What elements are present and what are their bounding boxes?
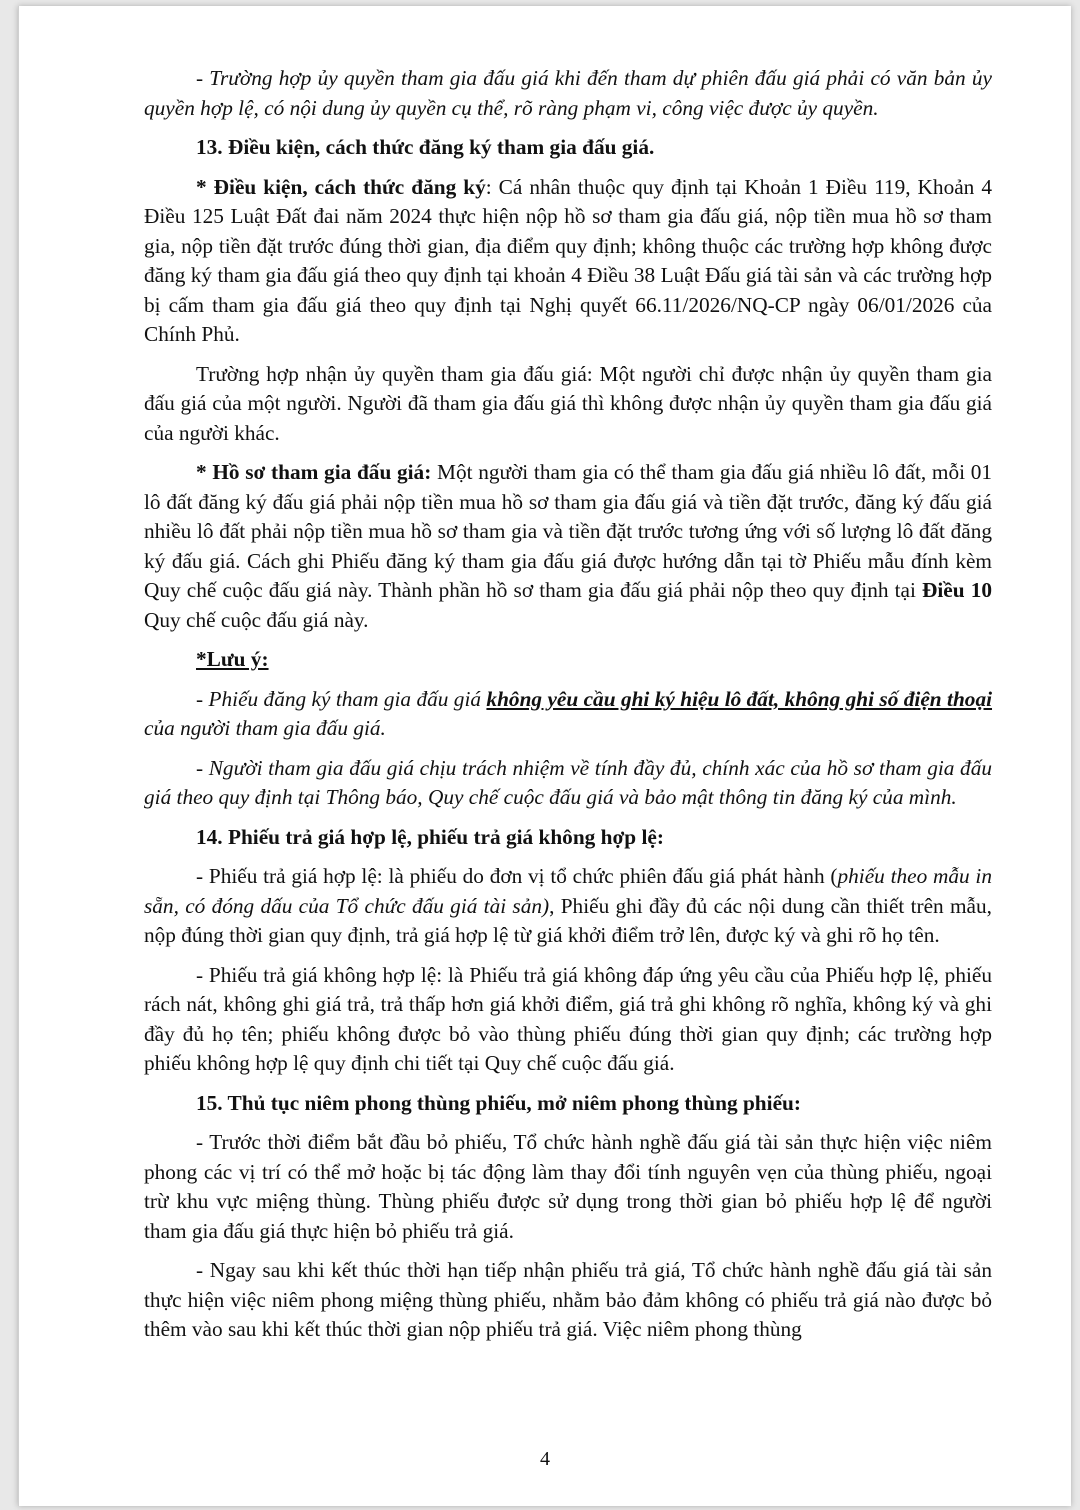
label-dossier: * Hồ sơ tham gia đấu giá: <box>196 460 432 484</box>
paragraph-note-responsibility: - Người tham gia đấu giá chịu trách nhiệm về tính đầy đủ, chính xác của hồ sơ tham gia đấu giá theo quy định tại Thông báo, Quy chế cuộc đấu giá và bảo mật thông tin đăng ký của mình. <box>144 755 992 809</box>
paragraph-authorization-case: Trường hợp nhận ủy quyền tham gia đấu giá: Một người chỉ được nhận ủy quyền tham gia đấu giá của một người. Người đã tham gia đấu giá thì không được nhận ủy quyền tham gia đấu giá của người khác. <box>144 361 992 445</box>
paragraph-authorization-note: - Trường hợp ủy quyền tham gia đấu giá khi đến tham dự phiên đấu giá phải có văn bản ủy quyền hợp lệ, có nội dung ủy quyền cụ thể, rõ ràng phạm vi, công việc được ủy quyền. <box>144 66 992 120</box>
text-note-form-b: của người tham gia đấu giá. <box>144 716 386 740</box>
text-valid-bid-a: - Phiếu trả giá hợp lệ: là phiếu do đơn vị tổ chức phiên đấu giá phát hành ( <box>196 864 838 888</box>
document-page <box>18 6 1071 1506</box>
label-registration-conditions: * Điều kiện, cách thức đăng ký <box>196 174 486 199</box>
text-dossier-b: Quy chế cuộc đấu giá này. <box>144 607 369 632</box>
paragraph-note-label <box>144 645 992 675</box>
text-dossier-article-ref: Điều 10 <box>922 578 992 602</box>
section-heading-14: 14. Phiếu trả giá hợp lệ, phiếu trả giá không hợp lệ: <box>196 824 664 849</box>
note-label: *Lưu ý: <box>196 647 269 671</box>
section-heading-15: 15. Thủ tục niêm phong thùng phiếu, mở niêm phong thùng phiếu: <box>196 1090 801 1115</box>
text-note-form-a: - Phiếu đăng ký tham gia đấu giá <box>196 686 487 711</box>
text-valid-bid-b: , Phiếu ghi đầy đủ các nội dung cần thiết trên mẫu, nộp đúng thời gian quy định, trả giá hợp lệ từ giá khởi điểm trở lên, được ký và ghi rõ họ tên. <box>144 893 992 947</box>
page-number: 4 <box>540 1448 550 1470</box>
text-registration-conditions: : Cá nhân thuộc quy định tại Khoản 1 Điều 119, Khoản 4 Điều 125 Luật Đất đai năm 2024 thực hiện nộp hồ sơ tham gia đấu giá, nộp tiền mua hồ sơ tham gia, nộp tiền đặt trước đúng thời gian, địa điểm quy định; không thuộc các trường hợp không được đăng ký tham gia đấu giá theo quy định tại khoản 4 Điều 38 Luật Đấu giá tài sản và các trường hợp bị cấm tham gia đấu giá theo quy định tại Nghị quyết 66.11/2026/NQ-CP ngày 06/01/2026 của Chính Phủ. <box>144 174 992 346</box>
paragraph-invalid-bid: - Phiếu trả giá không hợp lệ: là Phiếu trả giá không đáp ứng yêu cầu của Phiếu hợp lệ, phiếu rách nát, không ghi giá trả, trả thấp hơn giá khởi điểm, giá trả ghi không rõ nghĩa, không ký và ghi đầy đủ họ tên; phiếu không được bỏ vào thùng phiếu đúng thời gian quy định; các trường hợp phiếu không hợp lệ quy định chi tiết tại Quy chế cuộc đấu giá. <box>144 962 992 1075</box>
paragraph-registration-conditions <box>144 173 992 350</box>
section-heading-13: 13. Điều kiện, cách thức đăng ký tham gia đấu giá. <box>196 135 655 159</box>
paragraph-ballot-box-closing: - Ngay sau khi kết thúc thời hạn tiếp nhận phiếu trả giá, Tổ chức hành nghề đấu giá tài sản thực hiện việc niêm phong miệng thùng phiếu, nhằm bảo đảm không có phiếu trả giá nào được bỏ thêm vào sau khi kết thúc thời gian nộp phiếu trả giá. Việc niêm phong thùng <box>144 1258 992 1341</box>
paragraph-ballot-box-sealing: - Trước thời điểm bắt đầu bỏ phiếu, Tổ chức hành nghề đấu giá tài sản thực hiện việc niêm phong các vị trí có thể mở hoặc bị tác động làm thay đổi tính nguyên vẹn của thùng phiếu, ngoại trừ khu vực miệng thùng. Thùng phiếu được sử dụng trong thời gian bỏ phiếu hợp lệ để người tham gia đấu giá thực hiện bỏ phiếu trả giá. <box>144 1130 992 1243</box>
document-body <box>144 64 992 1355</box>
paragraph-dossier <box>144 458 992 635</box>
text-dossier-a: Một người tham gia có thể tham gia đấu giá nhiều lô đất, mỗi 01 lô đất đăng ký đấu giá phải nộp tiền mua hồ sơ tham gia đấu giá và tiền đặt trước, đăng ký đấu giá nhiều lô đất phải nộp tiền mua hồ sơ tham gia và tiền đặt trước tương ứng với số lượng lô đất đăng ký đấu giá. Cách ghi Phiếu đăng ký tham gia đấu giá được hướng dẫn tại tờ Phiếu mẫu đính kèm Quy chế cuộc đấu giá này. Thành phần hồ sơ tham gia đấu giá phải nộp theo quy định tại <box>144 460 993 602</box>
text-valid-bid-italic: phiếu theo mẫu in sẵn, có đóng dấu của Tổ chức đấu giá tài sản) <box>144 864 992 918</box>
paragraph-valid-bid <box>144 862 992 951</box>
text-note-form-emphasis: không yêu cầu ghi ký hiệu lô đất, không ghi số điện thoại <box>486 686 993 711</box>
paragraph-note-registration-form <box>144 685 992 744</box>
